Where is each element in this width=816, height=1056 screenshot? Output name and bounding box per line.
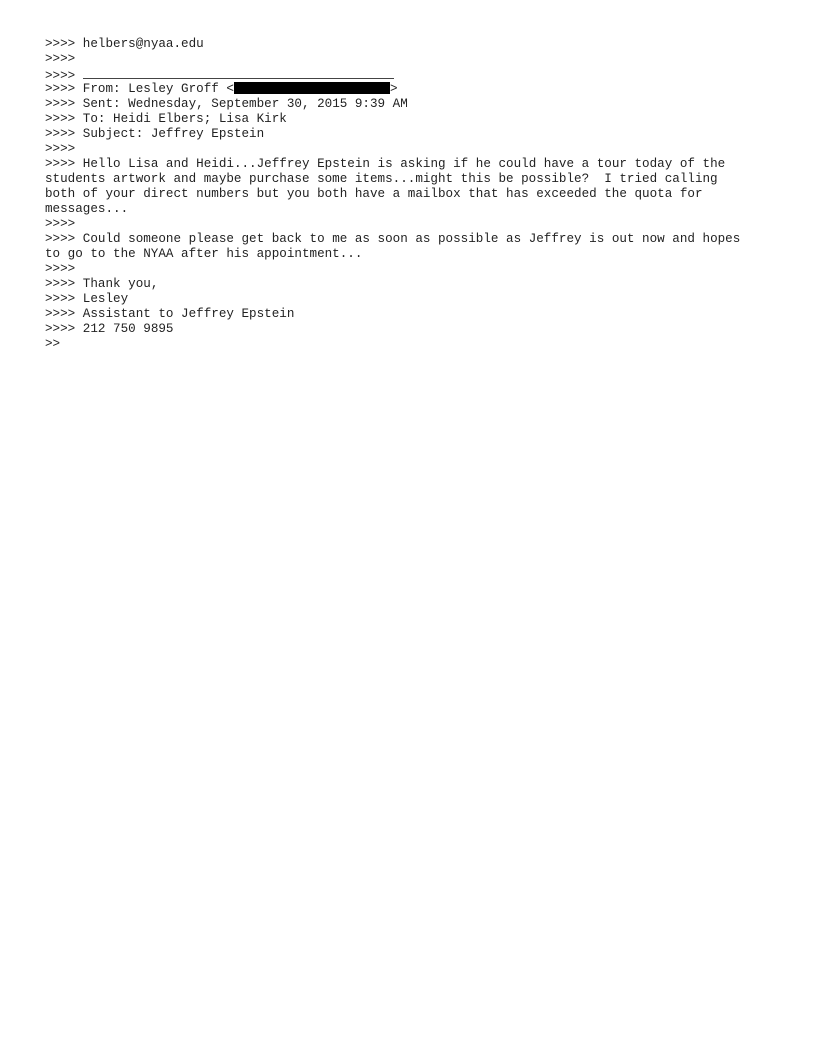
quote-prefix: >>>> bbox=[45, 82, 83, 96]
body-line bbox=[45, 202, 775, 217]
body-text: Could someone please get back to me as soon as possible as Jeffrey is out now and hopes bbox=[82, 232, 741, 246]
blank-quoted-line bbox=[45, 217, 775, 232]
address-line bbox=[45, 37, 775, 52]
quote-prefix: >>>> bbox=[45, 112, 83, 126]
signature-phone-line bbox=[45, 322, 775, 337]
to-text: To: Heidi Elbers; Lisa Kirk bbox=[82, 112, 287, 126]
body-line bbox=[45, 247, 775, 262]
subject-header bbox=[45, 127, 775, 142]
body-text: Hello Lisa and Heidi...Jeffrey Epstein is asking if he could have a tour today of the bbox=[82, 157, 726, 171]
quote-prefix: >>>> bbox=[45, 322, 83, 336]
body-line bbox=[45, 157, 775, 172]
email-document bbox=[45, 37, 775, 352]
quote-prefix: >>>> bbox=[45, 307, 83, 321]
signature-phone: 212 750 9895 bbox=[82, 322, 174, 336]
body-text: both of your direct numbers but you both have a mailbox that has exceeded the quota for bbox=[45, 187, 703, 201]
from-label: From: Lesley Groff < bbox=[82, 82, 234, 96]
signoff-line bbox=[45, 277, 775, 292]
final-quote-line bbox=[45, 337, 775, 352]
signoff-text: Thank you, bbox=[82, 277, 159, 291]
signature-title-line bbox=[45, 307, 775, 322]
sent-text: Sent: Wednesday, September 30, 2015 9:39 AM bbox=[82, 97, 408, 111]
sent-header bbox=[45, 97, 775, 112]
signature-title: Assistant to Jeffrey Epstein bbox=[82, 307, 295, 321]
quote-prefix: >>>> bbox=[45, 127, 83, 141]
body-text: to go to the NYAA after his appointment... bbox=[45, 247, 363, 261]
quote-prefix: >>>> bbox=[45, 37, 83, 51]
to-header bbox=[45, 112, 775, 127]
final-quote-prefix: >> bbox=[45, 337, 61, 351]
quote-prefix: >>>> bbox=[45, 292, 83, 306]
quote-prefix: >>>> bbox=[45, 232, 83, 246]
from-close: > bbox=[389, 82, 398, 96]
quote-prefix: >>>> bbox=[45, 262, 83, 276]
body-line bbox=[45, 187, 775, 202]
quote-prefix: >>>> bbox=[45, 97, 83, 111]
body-text: students artwork and maybe purchase some items...might this be possible? I tried calling bbox=[45, 172, 718, 186]
quote-prefix: >>>> bbox=[45, 52, 83, 66]
blank-quoted-line bbox=[45, 262, 775, 277]
redaction-box bbox=[234, 82, 390, 94]
quote-prefix: >>>> bbox=[45, 142, 83, 156]
horizontal-rule bbox=[83, 67, 394, 79]
body-line bbox=[45, 232, 775, 247]
body-text: messages... bbox=[45, 202, 129, 216]
signature-name: Lesley bbox=[82, 292, 129, 306]
blank-quoted-line bbox=[45, 142, 775, 157]
subject-text: Subject: Jeffrey Epstein bbox=[82, 127, 265, 141]
from-header bbox=[45, 82, 775, 97]
separator-line bbox=[45, 67, 775, 82]
signature-name-line bbox=[45, 292, 775, 307]
email-address: helbers@nyaa.edu bbox=[82, 37, 204, 51]
quote-prefix: >>>> bbox=[45, 157, 83, 171]
quote-prefix: >>>> bbox=[45, 217, 83, 231]
quote-prefix: >>>> bbox=[45, 277, 83, 291]
quote-prefix: >>>> bbox=[45, 69, 83, 83]
blank-quoted-line bbox=[45, 52, 775, 67]
body-line bbox=[45, 172, 775, 187]
